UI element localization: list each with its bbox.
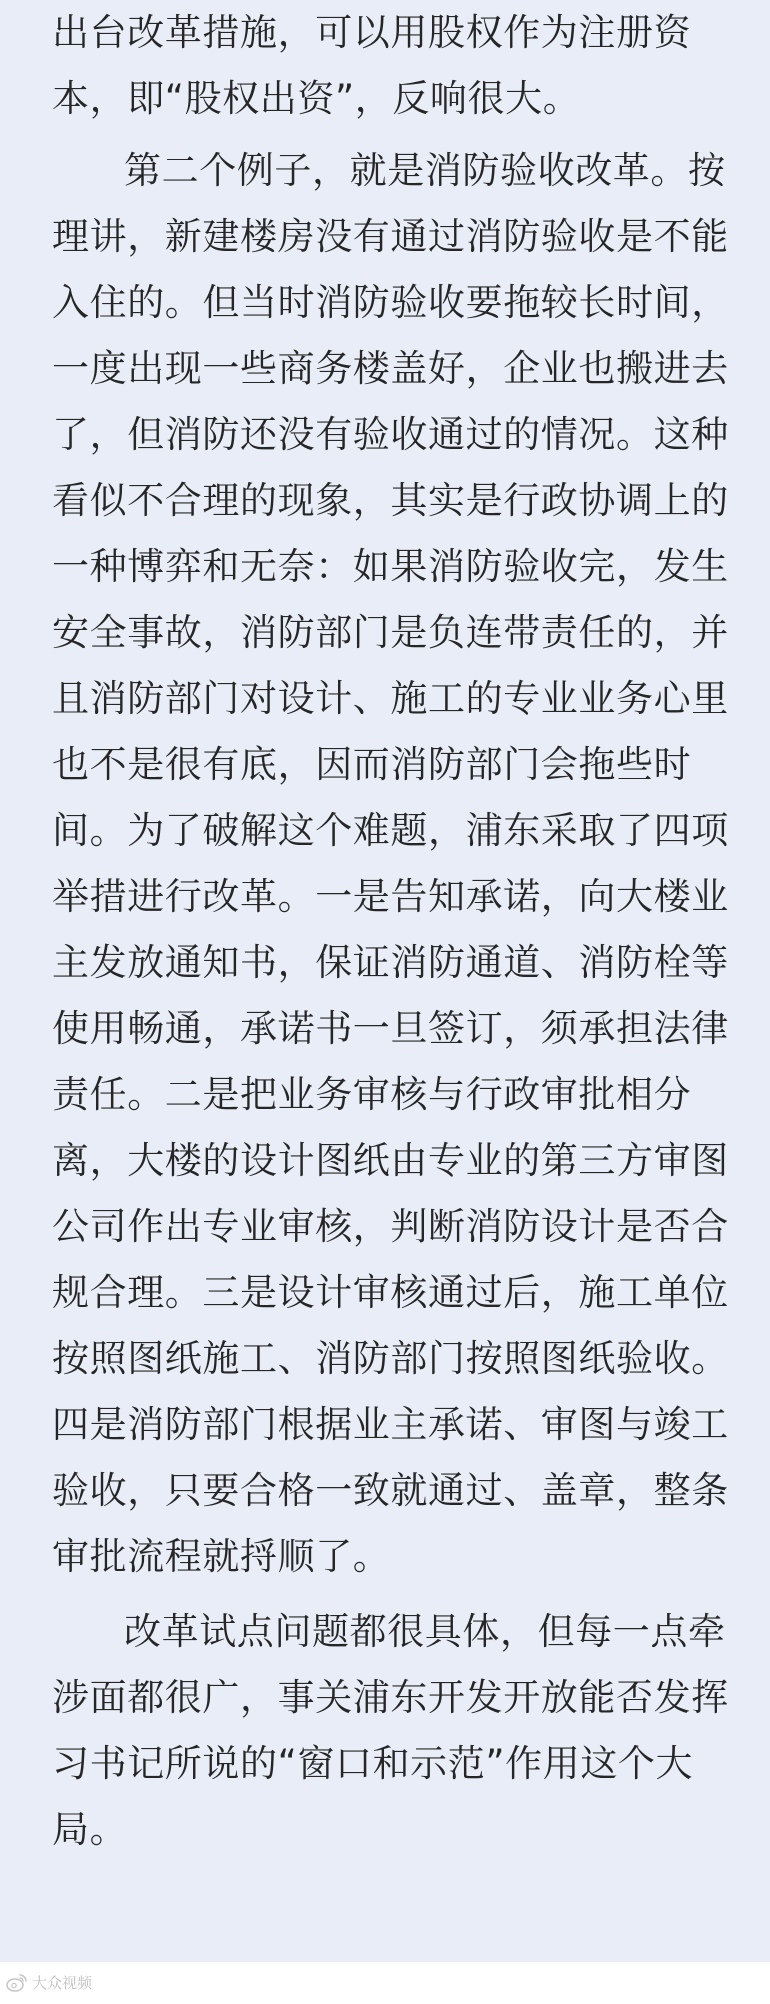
paragraph-line: 改革试点问题都很具体，但每一点牵 bbox=[124, 1610, 726, 1653]
paragraph-line: 本，即“股权出资”，反响很大。 bbox=[52, 77, 581, 120]
watermark-text: 大众视频 bbox=[32, 1974, 93, 1992]
paragraph-line: 审批流程就捋顺了。 bbox=[52, 1535, 391, 1578]
paragraph-line: 看似不合理的现象，其实是行政协调上的 bbox=[52, 479, 729, 522]
paragraph-line: 一种博弈和无奈：如果消防验收完，发生 bbox=[52, 545, 729, 588]
paragraph-line: 离，大楼的设计图纸由专业的第三方审图 bbox=[52, 1139, 729, 1182]
paragraph-line: 间。为了破解这个难题，浦东采取了四项 bbox=[52, 809, 729, 852]
paragraph-line: 了，但消防还没有验收通过的情况。这种 bbox=[52, 413, 729, 456]
paragraph-line: 也不是很有底，因而消防部门会拖些时 bbox=[52, 743, 692, 786]
paragraph-line: 按照图纸施工、消防部门按照图纸验收。 bbox=[52, 1337, 729, 1380]
paragraph-line: 一度出现一些商务楼盖好，企业也搬进去 bbox=[52, 347, 729, 390]
paragraph-line: 局。 bbox=[52, 1808, 128, 1851]
paragraph-line: 四是消防部门根据业主承诺、审图与竣工 bbox=[52, 1403, 729, 1446]
paragraph-line: 验收，只要合格一致就通过、盖章，整条 bbox=[52, 1469, 729, 1512]
paragraph-line: 入住的。但当时消防验收要拖较长时间， bbox=[52, 281, 729, 324]
paragraph-line: 规合理。三是设计审核通过后，施工单位 bbox=[52, 1271, 729, 1314]
paragraph-line: 涉面都很广，事关浦东开发开放能否发挥 bbox=[52, 1676, 729, 1719]
paragraph-line: 公司作出专业审核，判断消防设计是否合 bbox=[52, 1205, 729, 1248]
footer-bar bbox=[0, 1962, 770, 2004]
paragraph-line: 举措进行改革。一是告知承诺，向大楼业 bbox=[52, 875, 729, 918]
paragraph-line: 责任。二是把业务审核与行政审批相分 bbox=[52, 1073, 692, 1116]
paragraph-line: 且消防部门对设计、施工的专业业务心里 bbox=[52, 677, 729, 720]
paragraph-line: 使用畅通，承诺书一旦签订，须承担法律 bbox=[52, 1007, 729, 1050]
paragraph-line: 安全事故，消防部门是负连带责任的，并 bbox=[52, 611, 729, 654]
weibo-logo-icon bbox=[6, 1972, 28, 1994]
paragraph-line: 主发放通知书，保证消防通道、消防栓等 bbox=[52, 941, 729, 984]
paragraph-line: 第二个例子，就是消防验收改革。按 bbox=[124, 149, 726, 192]
paragraph-line: 习书记所说的“窗口和示范”作用这个大 bbox=[52, 1742, 694, 1785]
watermark bbox=[6, 1972, 92, 1994]
paragraph-line: 理讲，新建楼房没有通过消防验收是不能 bbox=[52, 215, 729, 258]
paragraph-line: 出台改革措施，可以用股权作为注册资 bbox=[52, 11, 692, 54]
